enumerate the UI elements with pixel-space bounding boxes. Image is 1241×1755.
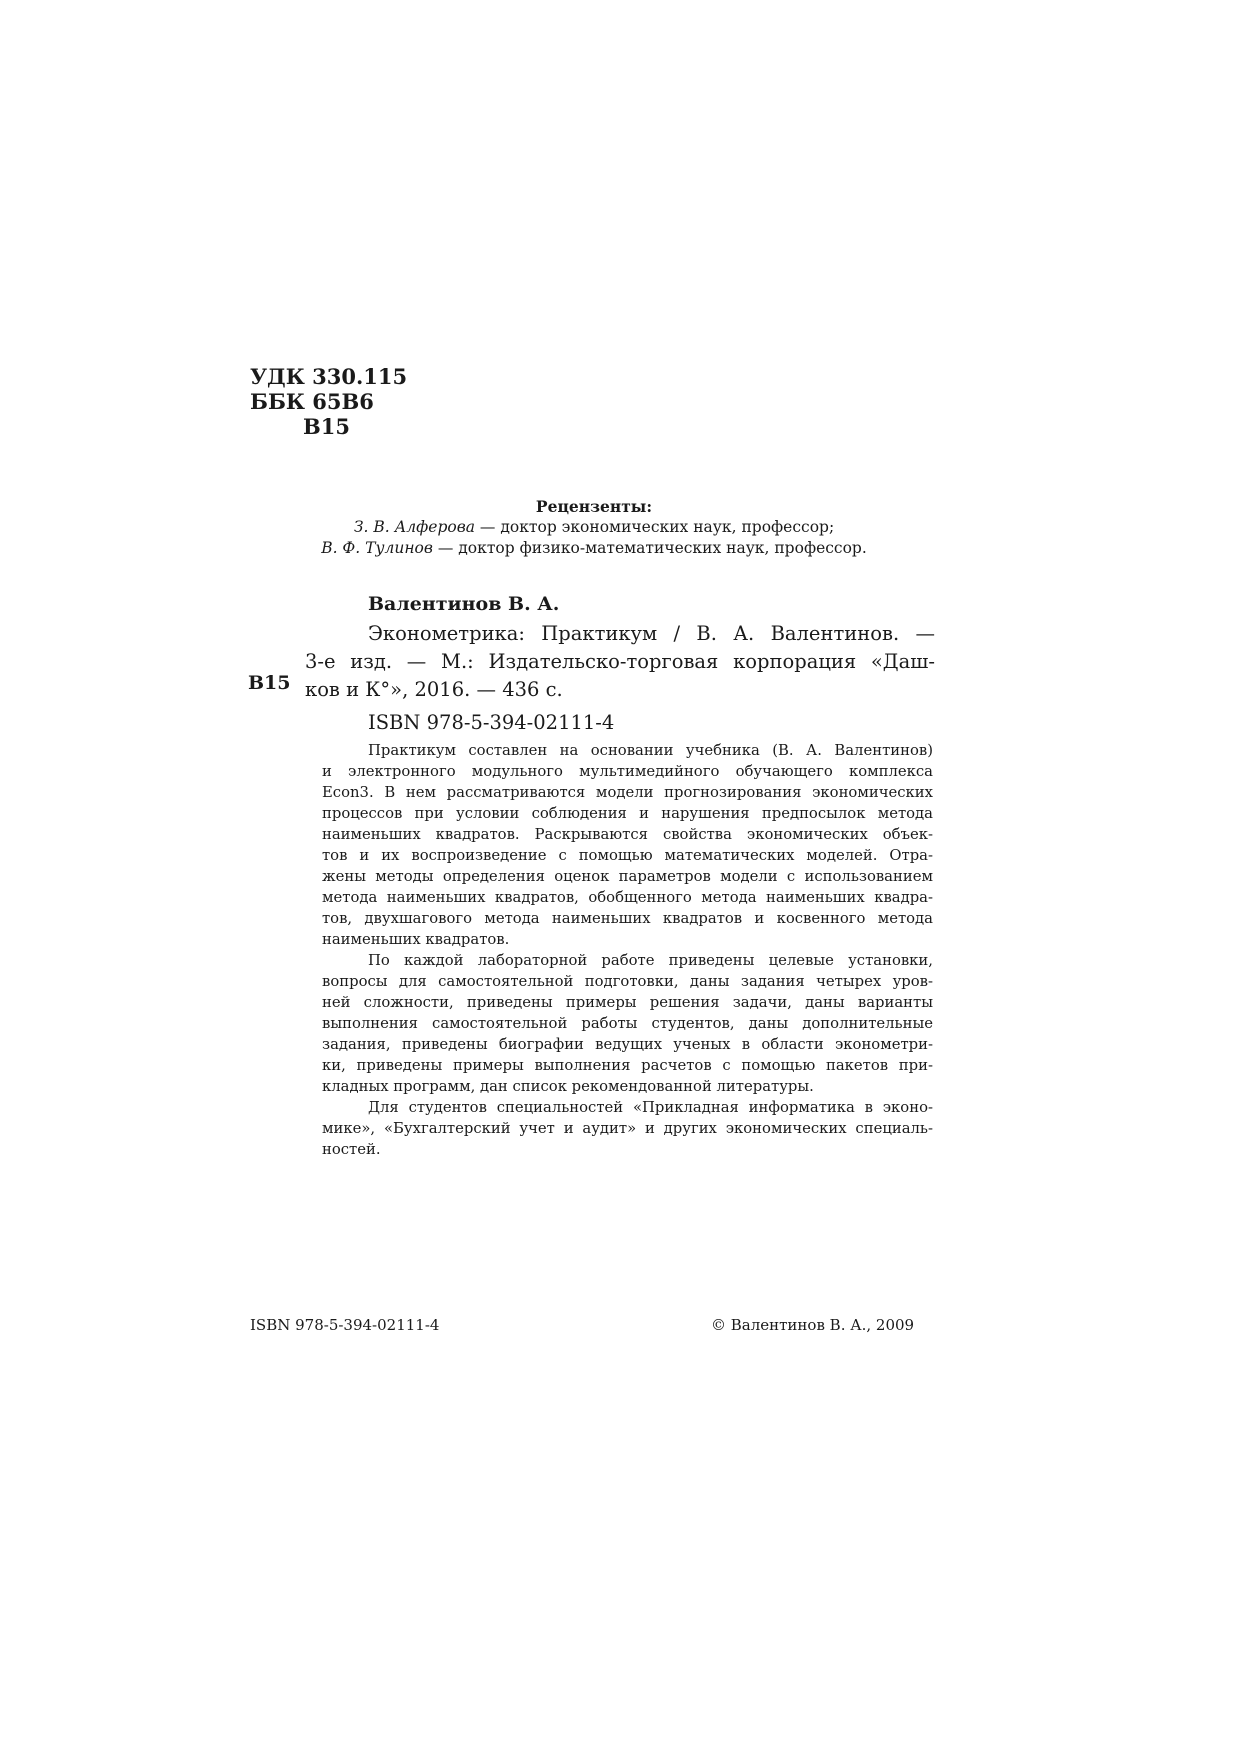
reviewer-1 [250,517,938,538]
bibliographic-description [305,620,935,704]
abstract-line: вопросы для самостоятельной подготовки, даны задания четырех уров- [322,973,933,990]
reviewer-2-desc: — доктор физико-математических наук, профессор. [432,539,867,557]
abstract-line: жены методы определения оценок параметров модели с использованием [322,868,933,885]
reviewers-block [250,496,938,559]
abstract-line: метода наименьших квадратов, обобщенного метода наименьших квадра- [322,889,933,906]
footer-isbn: ISBN 978-5-394-02111-4 [250,1316,440,1334]
reviewer-1-desc: — доктор экономических наук, профессор; [475,518,835,536]
author-mark: В15 [303,414,350,439]
abstract-line: наименьших квадратов. Раскрываются свойства экономических объек- [322,826,933,843]
footer-copyright: © Валентинов В. А., 2009 [711,1316,915,1334]
title-line-3: ков и К°», 2016. — 436 с. [305,678,563,701]
abstract [322,740,933,1160]
title-line-1: Эконометрика: Практикум / В. А. Валентинов. — [368,622,935,645]
side-author-mark: В15 [248,672,291,694]
title-line-2: 3-е изд. — М.: Издательско-торговая корпорация «Даш- [305,650,935,673]
isbn: ISBN 978-5-394-02111-4 [368,711,615,734]
abstract-line: Для студентов специальностей «Прикладная информатика в эконо- [368,1099,933,1116]
udk-code: УДК 330.115 [250,364,408,389]
author-name: Валентинов В. А. [368,593,560,615]
abstract-line: тов и их воспроизведение с помощью математических моделей. Отра- [322,847,933,864]
abstract-line: тов, двухшагового метода наименьших квадратов и косвенного метода [322,910,933,927]
abstract-line: По каждой лабораторной работе приведены целевые установки, [368,952,933,969]
abstract-line: кладных программ, дан список рекомендованной литературы. [322,1078,814,1095]
reviewer-2-name: В. Ф. Тулинов [321,539,433,557]
abstract-line: Практикум составлен на основании учебника (В. А. Валентинов) [368,742,933,759]
bbk-code: ББК 65В6 [250,389,374,414]
abstract-line: наименьших квадратов. [322,931,510,948]
abstract-line: и электронного модульного мультимедийного обучающего комплекса [322,763,933,780]
abstract-line: ностей. [322,1141,381,1158]
abstract-line: мике», «Бухгалтерский учет и аудит» и других экономических специаль- [322,1120,933,1137]
reviewers-heading: Рецензенты: [535,497,653,516]
abstract-line: ки, приведены примеры выполнения расчетов с помощью пакетов при- [322,1057,933,1074]
reviewer-2 [250,538,938,559]
abstract-line: ней сложности, приведены примеры решения задачи, даны варианты [322,994,933,1011]
abstract-line: Econ3. В нем рассматриваются модели прогнозирования экономических [322,784,933,801]
abstract-line: выполнения самостоятельной работы студентов, даны дополнительные [322,1015,933,1032]
abstract-line: процессов при условии соблюдения и нарушения предпосылок метода [322,805,933,822]
reviewer-1-name: З. В. Алферова [353,518,475,536]
classification-codes [250,364,407,439]
abstract-line: задания, приведены биографии ведущих ученых в области эконометри- [322,1036,933,1053]
